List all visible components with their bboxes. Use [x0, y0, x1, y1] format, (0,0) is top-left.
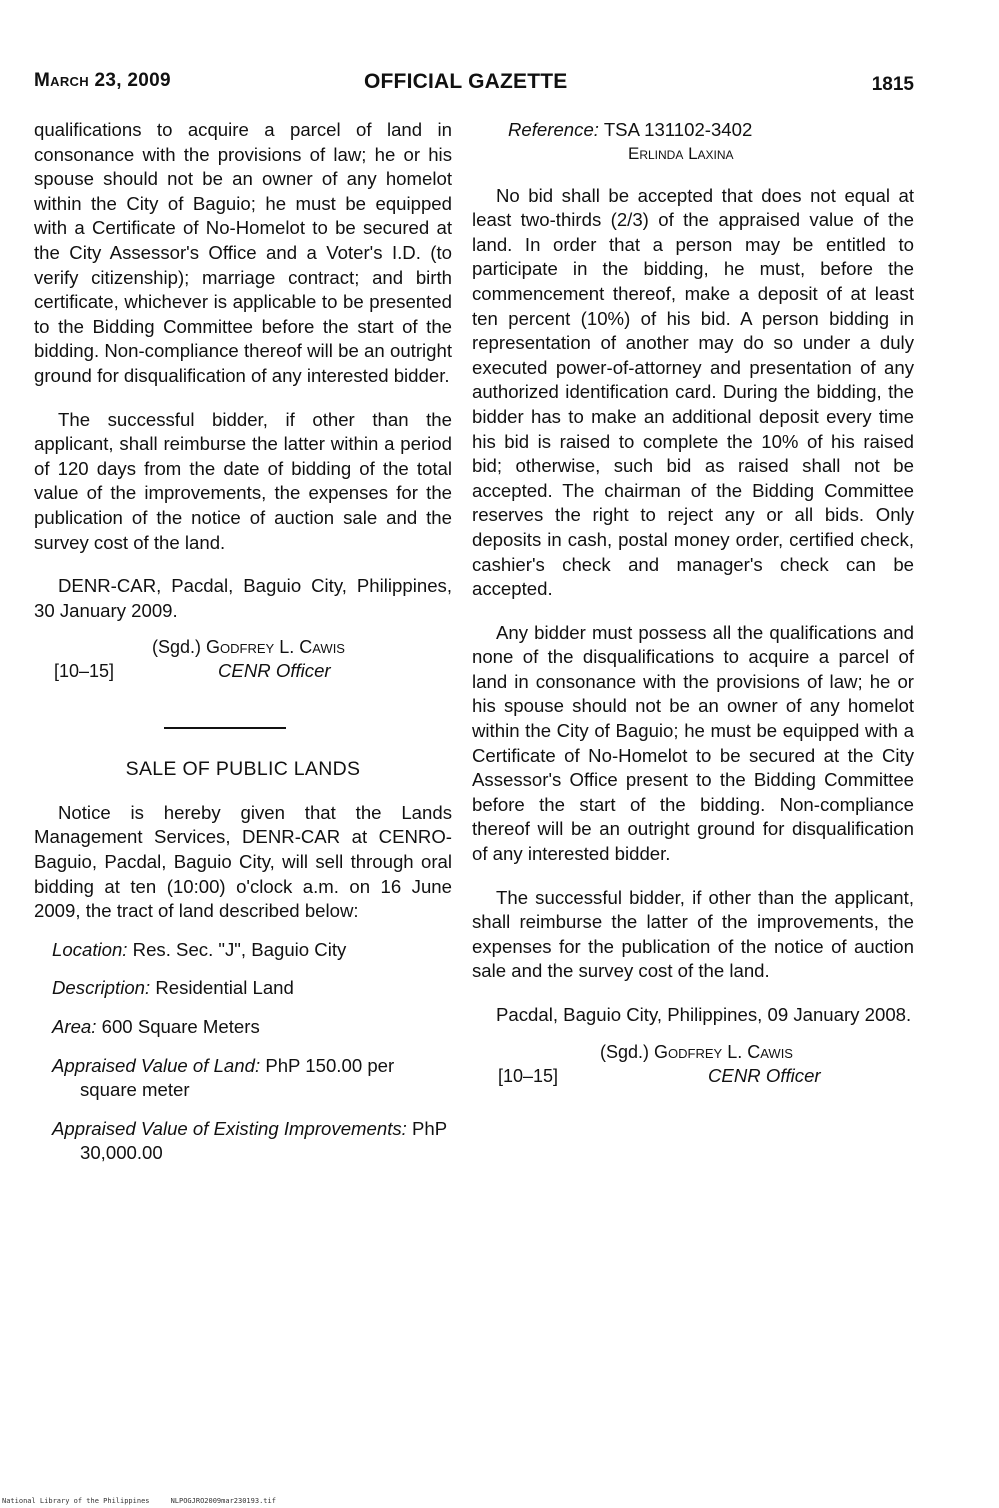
left-column	[34, 118, 452, 1166]
signatory-title: CENR Officer	[218, 660, 331, 682]
sgd-mark: (Sgd.)	[152, 637, 202, 658]
bidder-qualifications-paragraph: Any bidder must possess all the qualifications and none of the disqualifications to acquire a parcel of land in consonance with the provisions of law; he or his spouse should not be an owner of any homelot within the City of Baguio; he must be equipped with a Certificate of No-Homelot to be secured at the City Assessor's Office present to the Bidding Committee before the start of the bidding. Non-compliance thereof will be an outright ground for disqualification of any interested bidder.	[472, 621, 914, 865]
detail-description	[34, 976, 452, 1001]
detail-area	[34, 1015, 452, 1040]
signatory-title: CENR Officer	[708, 1064, 821, 1086]
detail-value: PhP 30,000.00	[80, 1117, 447, 1164]
issue-date: March 23, 2009	[34, 70, 171, 91]
place-date-paragraph: DENR-CAR, Pacdal, Baguio City, Philippines, 30 January 2009.	[34, 575, 452, 621]
signatory-name: Godfrey L. Cawis	[654, 1041, 793, 1062]
reimbursement-paragraph: The successful bidder, if other than the applicant, shall reimburse the latter of the improvements, the expenses for the publication of the notice of auction sale and the survey cost of the land.	[472, 886, 914, 982]
notice-paragraph: Notice is hereby given that the Lands Management Services, DENR-CAR at CENRO-Baguio, Pacdal, Baguio City, will sell through oral bidding at ten (10:00) o'clock a.m. on 16 June 2009, the tract of land described below:	[34, 801, 452, 922]
detail-label: Description:	[52, 977, 151, 999]
signature-block	[34, 635, 452, 687]
detail-label: Appraised Value of Land:	[52, 1054, 261, 1076]
reimbursement-paragraph: The successful bidder, if other than the applicant, shall reimburse the latter within a period of 120 days from the date of bidding of the total value of the improvements, the expenses for the publication of the notice of auction sale and the survey cost of the land.	[34, 408, 452, 553]
detail-value: PhP 150.00 per square meter	[80, 1054, 395, 1101]
qualifications-paragraph: qualifications to acquire a parcel of land in consonance with the provisions of law; he or his spouse should not be an owner of any homelot within the City of Baguio; he must be equipped with a Certificate of No-Homelot to be secured at the City Assessor's Office and a Voter's I.D. (to verify citizenship); marriage contract; and birth certificate, whichever is applicable to be presented to the Bidding Committee before the start of the bidding. Non-compliance thereof will be an outright ground for disqualification of any interested bidder.	[34, 119, 452, 386]
detail-value: 600 Square Meters	[101, 1016, 260, 1038]
signature-line	[600, 1040, 793, 1065]
detail-land-value	[34, 1054, 452, 1103]
signatory-name: Godfrey L. Cawis	[206, 637, 345, 658]
detail-label: Area:	[52, 1016, 97, 1038]
detail-location	[34, 938, 452, 963]
signature-block	[472, 1040, 914, 1092]
section-divider	[164, 727, 286, 729]
publication-title: OFFICIAL GAZETTE	[364, 70, 568, 93]
bid-rules-paragraph: No bid shall be accepted that does not equal at least two-thirds (2/3) of the appraised value of the land. In order that a person may be entitled to participate in the bidding, he must, before the commencement thereof, make a deposit of at least ten percent (10%) of his bid. A person bidding in representation of another may do so under a duly executed power-of-attorney and presentation of any authorized identification card. During the bidding, the bidder has to make an additional deposit every time his bid is raised to complete the 10% of his raised bid; otherwise, such bid as raised shall not be accepted. The chairman of the Bidding Committee reserves the right to reject any or all bids. Only deposits in cash, postal money order, certified check, cashier's check and manager's check can be accepted.	[472, 184, 914, 600]
detail-value: Residential Land	[155, 977, 294, 999]
reference-label: Reference:	[508, 119, 599, 140]
sgd-mark: (Sgd.)	[600, 1041, 650, 1062]
signature-line	[152, 635, 345, 660]
reference-line	[472, 118, 914, 143]
page-number: 1815	[871, 74, 914, 95]
right-column	[472, 118, 914, 1092]
detail-label: Location:	[52, 938, 128, 960]
applicant-name: Erlinda Laxina	[628, 143, 734, 163]
detail-label: Appraised Value of Existing Improvements:	[52, 1117, 407, 1139]
detail-value: Res. Sec. "J", Baguio City	[132, 938, 347, 960]
reference-value: TSA 131102-3402	[603, 119, 753, 140]
issue-reference: [10–15]	[54, 661, 115, 682]
page-header	[34, 70, 914, 104]
detail-improvements-value	[34, 1117, 452, 1166]
scan-footer: National Library of the Philippines NLPOGJRO2009mar230193.tif	[2, 1497, 276, 1505]
section-title: SALE OF PUBLIC LANDS	[125, 758, 361, 781]
issue-reference: [10–15]	[498, 1065, 559, 1086]
place-date-paragraph: Pacdal, Baguio City, Philippines, 09 January 2008.	[496, 1004, 912, 1025]
